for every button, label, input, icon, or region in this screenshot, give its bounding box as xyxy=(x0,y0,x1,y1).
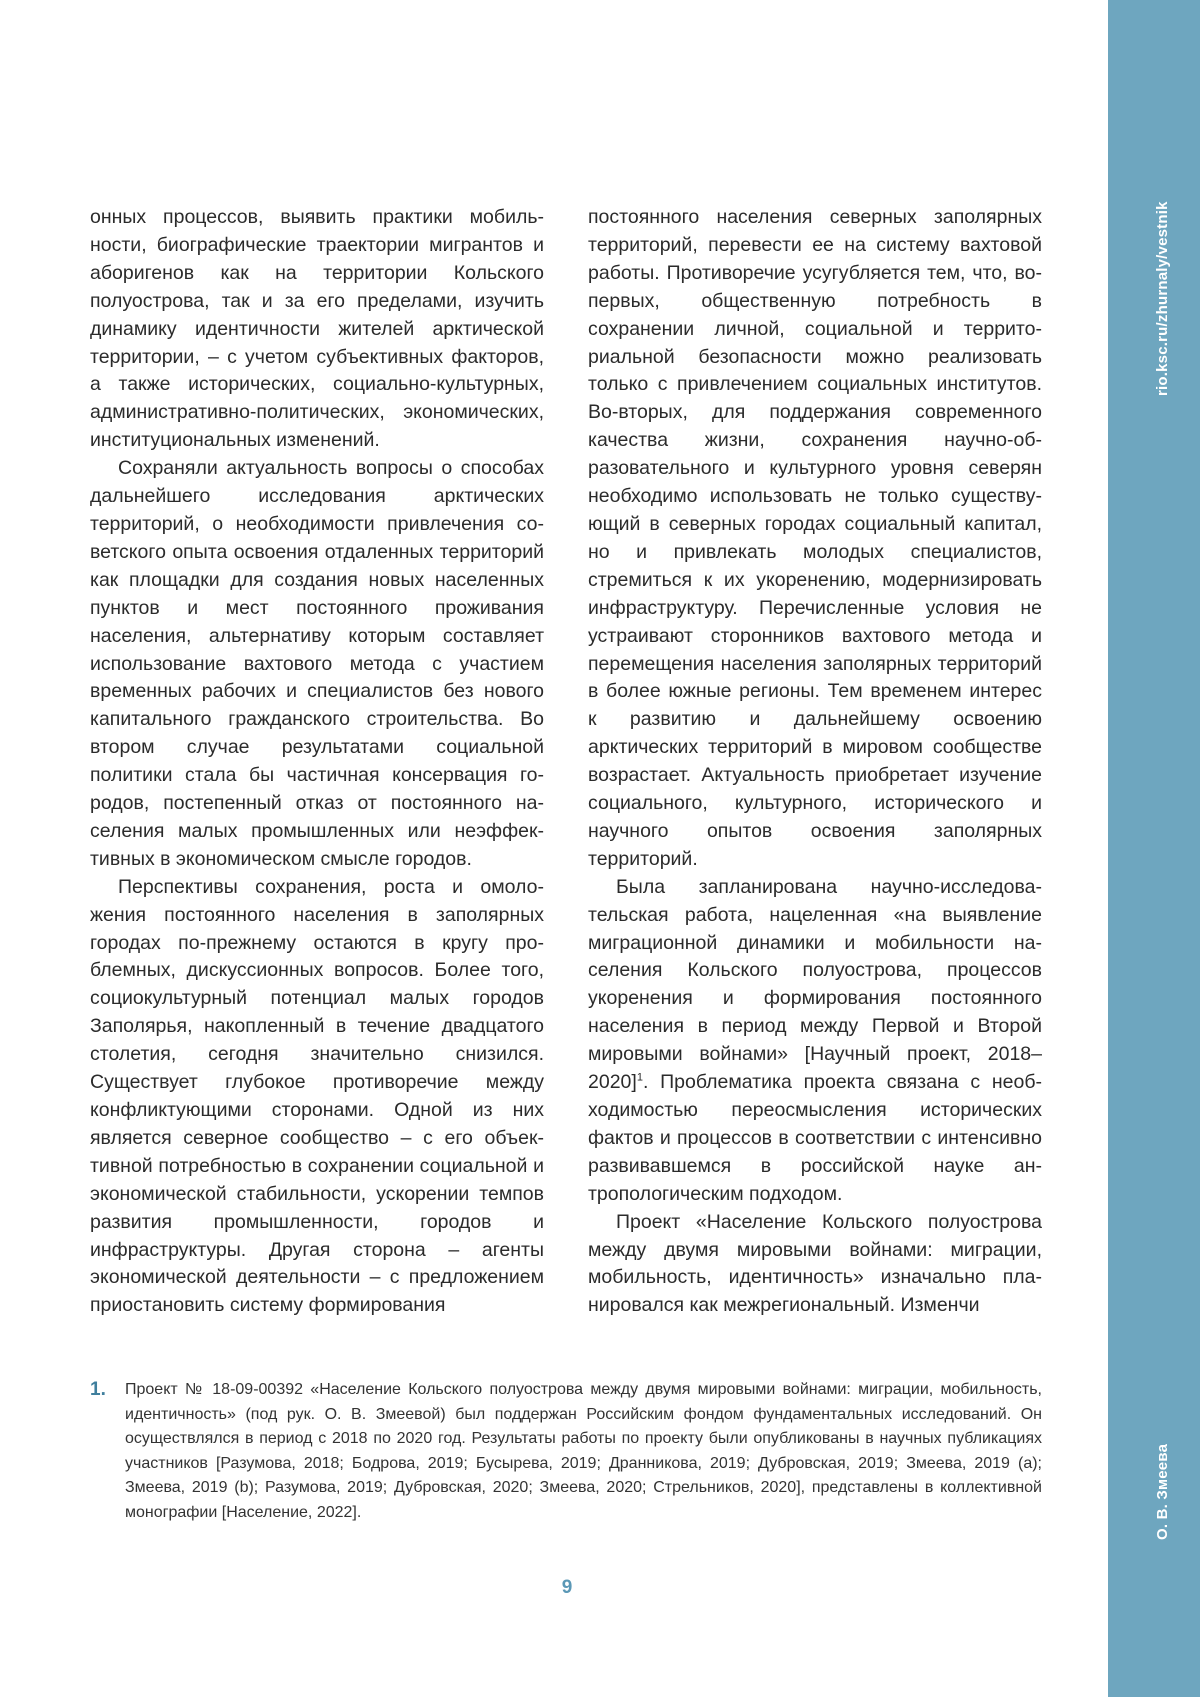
sidebar-band xyxy=(1108,0,1200,1697)
footnote-text: Проект № 18-09-00392 «Население Кольского полуострова между двумя мировыми войнами: миграции, мобильность, идентичность» (под рук. О. В. Змеевой) был поддержан Российским фондом фундаментальных исследований. Он осуществлялся в период с 2018 по 2020 год. Результаты работы по проекту были опубликованы в научных публикациях участников [Разумова, 2018; Бодрова, 2019; Бусырева, 2019; Дранникова, 2019; Дубровская, 2019; Змеева, 2019 (a); Змеева, 2019 (b); Разумова, 2019; Дубровская, 2020; Змеева, 2020; Стрельников, 2020], представлены в коллективной монографии [Население, 2022]. xyxy=(125,1381,1042,1521)
paragraph: онных процессов, выявить практики мобильности, биографические траектории мигрантов и аборигенов как на территории Кольского полуострова, так и за его пределами, изучить динамику идентичности жителей арктической территории, – с учетом субъективных факторов, а также исторических, социально-культурных, административно-политических, экономических, институциональных изменений. xyxy=(90,206,544,452)
footnote-number: 1. xyxy=(90,1379,106,1400)
paragraph: постоянного населения северных заполярных территорий, перевести ее на систему вахтовой работы. Противоречие усугубляется тем, что, во-первых, общественную потребность в сохранении личной, социальной и территориальной безопасности можно реализовать только с привлечением социальных институтов. Во-вторых, для поддержания современного качества жизни, сохранения научно-образовательного и культурного уровня северян необходимо использовать не только существующий в северных городах социальный капитал, но и привлекать молодых специалистов, стремиться к их укоренению, модернизировать инфраструктуру. Перечисленные условия не устраивают сторонников вахтового метода и перемещения населения заполярных территорий в более южные регионы. Тем временем интерес к развитию и дальнейшему освоению арктических территорий в мировом сообществе возрастает. Актуальность приобретает изучение социального, культурного, исторического и научного опытов освоения заполярных территорий. xyxy=(588,206,1042,870)
paragraph xyxy=(588,874,1042,1209)
journal-url: rio.ksc.ru/zhurnaly/vestnik xyxy=(1154,201,1171,396)
paragraph: Перспективы сохранения, роста и омоложения постоянного населения в заполярных городах по-прежнему остаются в кругу проблемных, дискуссионных вопросов. Более того, социокультурный потенциал малых городов Заполярья, накопленный в течение двадцатого столетия, сегодня значительно снизился. Существует глубокое противоречие между конфликтующими сторонами. Одной из них является северное сообщество – с его объективной потребностью в сохранении социальной и экономической стабильности, ускорении темпов развития промышленности, городов и инфраструктуры. Другая сторона – агенты экономической деятельности – с предложением приостановить систему формирования xyxy=(90,875,544,1317)
paragraph: Проект «Население Кольского полуострова между двумя мировыми войнами: миграции, мобильность, идентичность» изначально планировался как межрегиональный. Изменчи xyxy=(588,1210,1042,1317)
left-column xyxy=(90,204,544,1320)
footnote-reference: 1 xyxy=(636,1071,643,1084)
paragraph: Сохраняли актуальность вопросы о способах дальнейшего исследования арктических территорий, о необходимости привлечения советского опыта освоения отдаленных территорий как площадки для создания новых населенных пунктов и мест постоянного проживания населения, альтернативу которым составляет использование вахтового метода с участием временных рабочих и специалистов без нового капитального гражданского строительства. Во втором случае результатами социальной политики стала бы частичная консервация городов, постепенный отказ от постоянного населения малых промышленных или неэффективных в экономическом смысле городов. xyxy=(90,457,544,870)
right-column xyxy=(588,204,1042,1320)
footnote xyxy=(90,1378,1042,1525)
page-number: 9 xyxy=(561,1577,573,1598)
author-name: О. В. Змеева xyxy=(1154,1443,1171,1540)
paragraph-text: Была запланирована научно-исследовательская работа, нацеленная «на выявление миграционной динамики и мобильности населения Кольского полуострова, процессов укоренения и формирования постоянного населения в период между Первой и Второй мировыми войнами» [Научный проект, 2018–2020] xyxy=(588,875,1042,1094)
paragraph-text: . Проблематика проекта связана с необходимостью переосмысления исторических фактов и процессов в соответствии с интенсивно развивавшемся в российской науке антропологическим подходом. xyxy=(588,1071,1042,1205)
